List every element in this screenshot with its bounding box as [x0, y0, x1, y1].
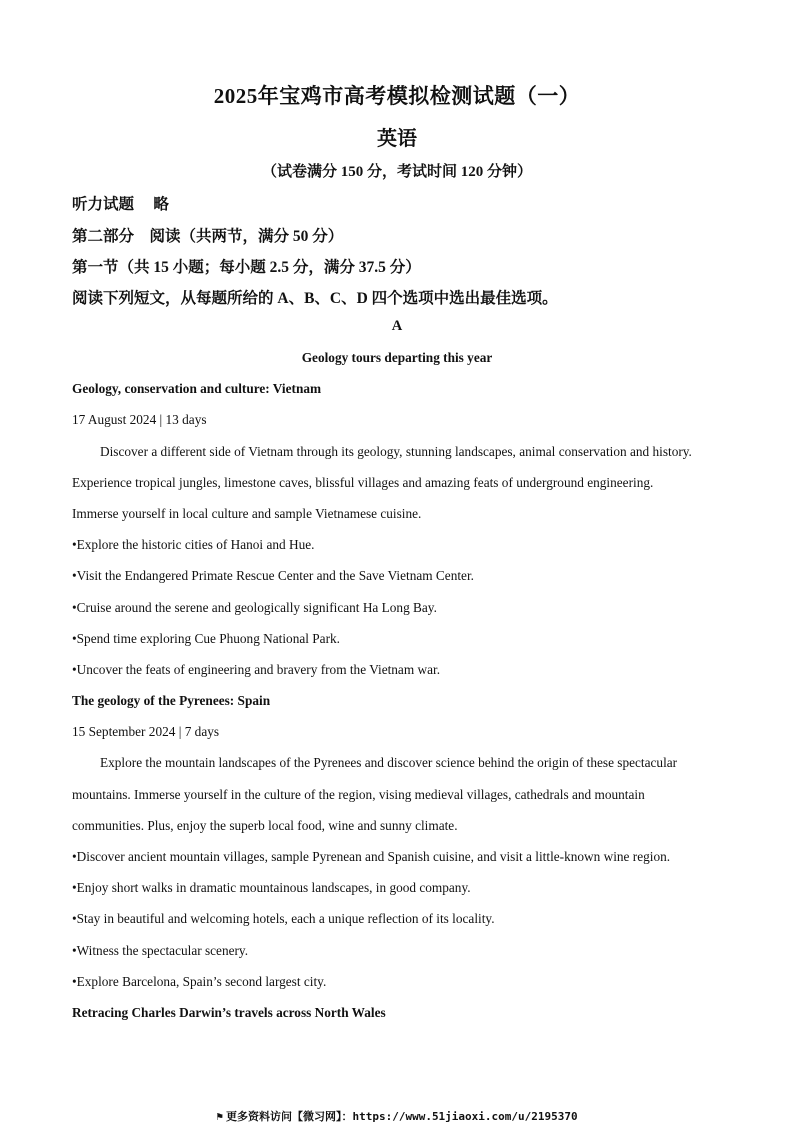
tour-bullet: •Visit the Endangered Primate Rescue Center and the Save Vietnam Center. — [72, 568, 474, 584]
passage-letter: A — [391, 318, 403, 334]
flag-icon: ⚑ — [216, 1110, 223, 1123]
tour-title-wales: Retracing Charles Darwin’s travels across North Wales — [72, 1004, 386, 1020]
footer-link[interactable] — [0, 1108, 794, 1124]
listening-note: 听力试题 略 — [72, 196, 169, 213]
tour-title-vietnam: Geology, conservation and culture: Vietnam — [72, 381, 322, 397]
tour-date-pyrenees: 15 September 2024 | 7 days — [72, 724, 220, 740]
passage-heading: Geology tours departing this year — [301, 350, 493, 365]
tour-desc-line: Immerse yourself in local culture and sample Vietnamese cuisine. — [72, 505, 422, 521]
tour-bullet: •Discover ancient mountain villages, sample Pyrenean and Spanish cuisine, and visit a little-known wine region. — [72, 849, 671, 864]
exam-meta: （试卷满分 150 分，考试时间 120 分钟） — [261, 164, 532, 180]
tour-desc-line: Experience tropical jungles, limestone caves, blissful villages and amazing feats of underground engineering. — [72, 474, 654, 490]
tour-desc-line: mountains. Immerse yourself in the culture of the region, vising medieval villages, cathedrals and mountain — [72, 786, 645, 802]
tour-title-pyrenees: The geology of the Pyrenees: Spain — [72, 693, 271, 709]
tour-bullet: •Witness the spectacular scenery. — [72, 942, 249, 958]
tour-bullet: •Explore Barcelona, Spain’s second largest city. — [72, 973, 327, 989]
tour-bullet: •Explore the historic cities of Hanoi and Hue. — [72, 537, 315, 553]
tour-bullet: •Uncover the feats of engineering and bravery from the Vietnam war. — [72, 661, 441, 677]
tour-desc-line: Discover a different side of Vietnam through its geology, stunning landscapes, animal conservation and history. — [100, 443, 692, 459]
directions: 阅读下列短文，从每题所给的 A、B、C、D 四个选项中选出最佳选项。 — [72, 290, 558, 307]
part-two-heading: 第二部分 阅读（共两节，满分 50 分） — [72, 228, 344, 245]
section-one-heading: 第一节（共 15 小题；每小题 2.5 分，满分 37.5 分） — [72, 259, 421, 276]
footer-text: 更多资料访问【微习网】：https://www.51jiaoxi.com/u/2195370 — [225, 1110, 578, 1123]
passage-body — [72, 347, 732, 1033]
tour-bullet: •Enjoy short walks in dramatic mountainous landscapes, in good company. — [72, 880, 471, 896]
page-title: 2025年宝鸡市高考模拟检测试题（一） — [213, 84, 581, 108]
tour-bullet: •Cruise around the serene and geologically significant Ha Long Bay. — [72, 599, 437, 615]
tour-bullet: •Stay in beautiful and welcoming hotels, each a unique reflection of its locality. — [72, 911, 495, 927]
tour-desc-line: Explore the mountain landscapes of the Pyrenees and discover science behind the origin of these spectacular — [100, 755, 678, 771]
tour-date-vietnam: 17 August 2024 | 13 days — [72, 412, 207, 428]
tour-desc-line: communities. Plus, enjoy the superb local food, wine and sunny climate. — [72, 817, 458, 833]
subject-title: 英语 — [377, 128, 417, 150]
tour-bullet: •Spend time exploring Cue Phuong National Park. — [72, 630, 340, 646]
